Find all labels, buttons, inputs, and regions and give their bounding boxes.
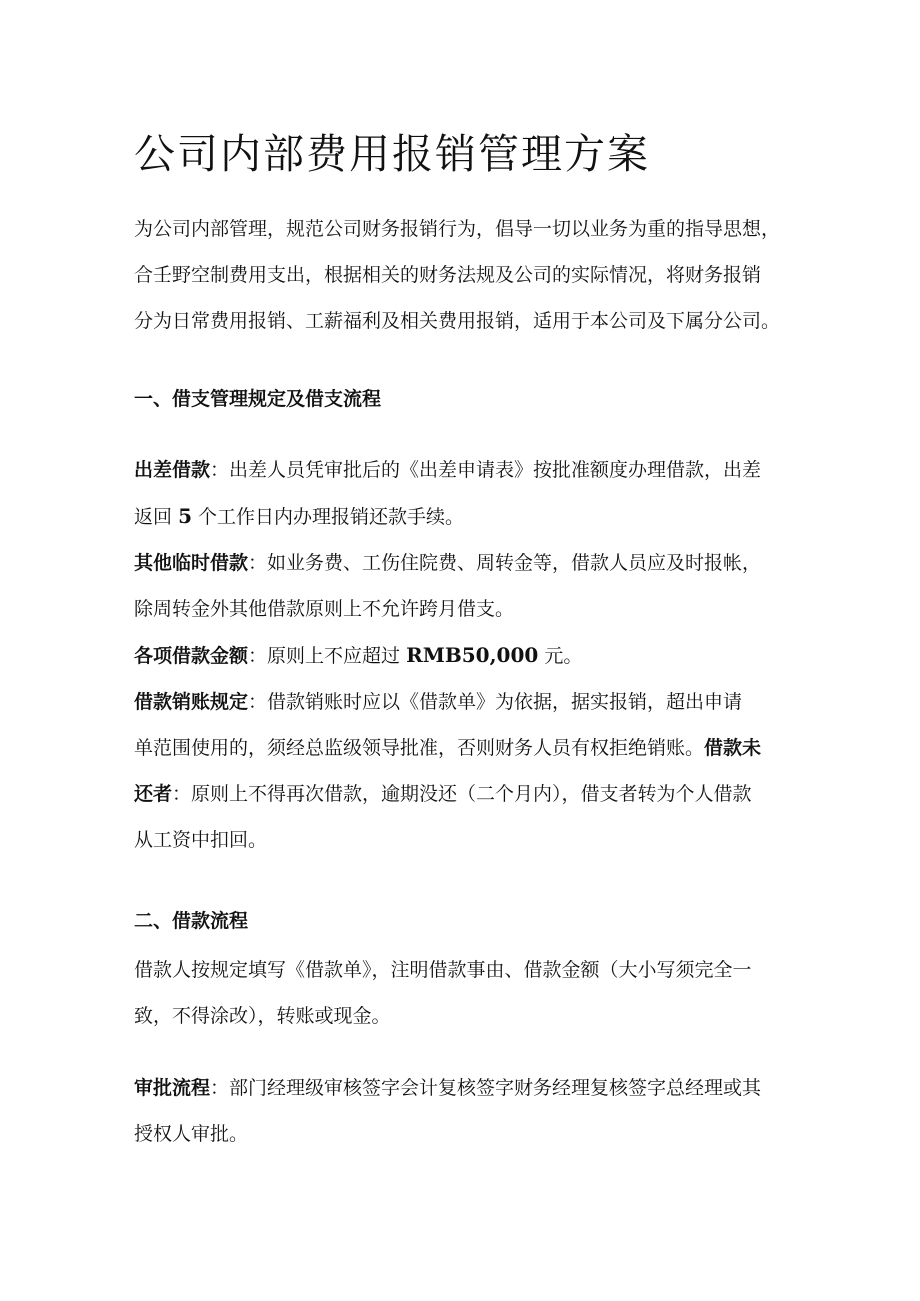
loan-amount-text: ：原则上不应超过 <box>248 645 401 667</box>
travel-loan-text: 个工作日内办理报销还款手续。 <box>198 506 465 528</box>
writeoff-line <box>134 725 794 771</box>
writeoff-line <box>134 679 794 725</box>
intro-paragraph <box>134 206 794 344</box>
approval-text: ：部门经理级审核签字会计复核签字财务经理复核签字总经理或其 <box>210 1077 762 1099</box>
writeoff-label: 借款销账规定 <box>134 691 249 713</box>
writeoff-text: ：原则上不得再次借款，逾期没还（二个月内），借支者转为个人借款 <box>172 783 752 805</box>
unpaid-label: 还者 <box>134 783 173 805</box>
approval-label: 审批流程 <box>134 1077 211 1099</box>
writeoff-text: 单范围使用的，须经总监级领导批准，否则财务人员有权拒绝销账。 <box>134 737 705 759</box>
approval-line: 授权人审批。 <box>134 1123 249 1145</box>
intro-line: 分为日常费用报销、工薪福利及相关费用报销，适用于本公司及下属分公司。 <box>134 310 781 332</box>
loan-process-line: 致，不得涂改），转账或现金。 <box>134 1005 391 1027</box>
loan-amount-line <box>134 632 794 679</box>
intro-line: 合壬野空制费用支出，根据相关的财务法规及公司的实际情况，将财务报销 <box>134 264 762 286</box>
section2-body <box>134 947 794 1039</box>
travel-loan-text: 返回 <box>134 506 173 528</box>
loan-amount-label: 各项借款金额 <box>134 645 249 667</box>
writeoff-line <box>134 771 794 817</box>
intro-line: 为公司内部管理，规范公司财务报销行为，倡导一切以业务为重的指导思想， <box>134 218 781 240</box>
travel-loan-line <box>134 447 794 493</box>
other-loan-text: ：如业务费、工伤住院费、周转金等，借款人员应及时报帐， <box>248 552 762 574</box>
document-title: 公司内部费用报销管理方案 <box>134 130 650 178</box>
other-loan-line: 除周转金外其他借款原则上不允许跨月借支。 <box>134 598 515 620</box>
section-heading: 一、借支管理规定及借支流程 <box>134 388 382 410</box>
writeoff-text: ：借款销账时应以《借款单》为依据，据实报销，超出申请 <box>248 691 743 713</box>
travel-loan-text: ：出差人员凭审批后的《出差申请表》按批准额度办理借款，出差 <box>210 459 762 481</box>
loan-process-line: 借款人按规定填写《借款单》，注明借款事由、借款金额（大小写须完全一 <box>134 959 752 981</box>
other-loan-line <box>134 540 794 586</box>
approval-line <box>134 1065 794 1111</box>
writeoff-line: 从工资中扣回。 <box>134 829 268 851</box>
approval-body <box>134 1065 794 1157</box>
loan-amount-value: RMB50,000 <box>406 643 539 667</box>
loan-amount-text: 元。 <box>544 645 583 667</box>
days-number: 5 <box>178 504 192 528</box>
unpaid-label: 借款未 <box>704 737 762 759</box>
travel-loan-label: 出差借款 <box>134 459 211 481</box>
other-loan-label: 其他临时借款 <box>134 552 249 574</box>
travel-loan-line <box>134 493 794 540</box>
section1-body <box>134 447 794 863</box>
section-heading: 二、借款流程 <box>134 910 249 932</box>
